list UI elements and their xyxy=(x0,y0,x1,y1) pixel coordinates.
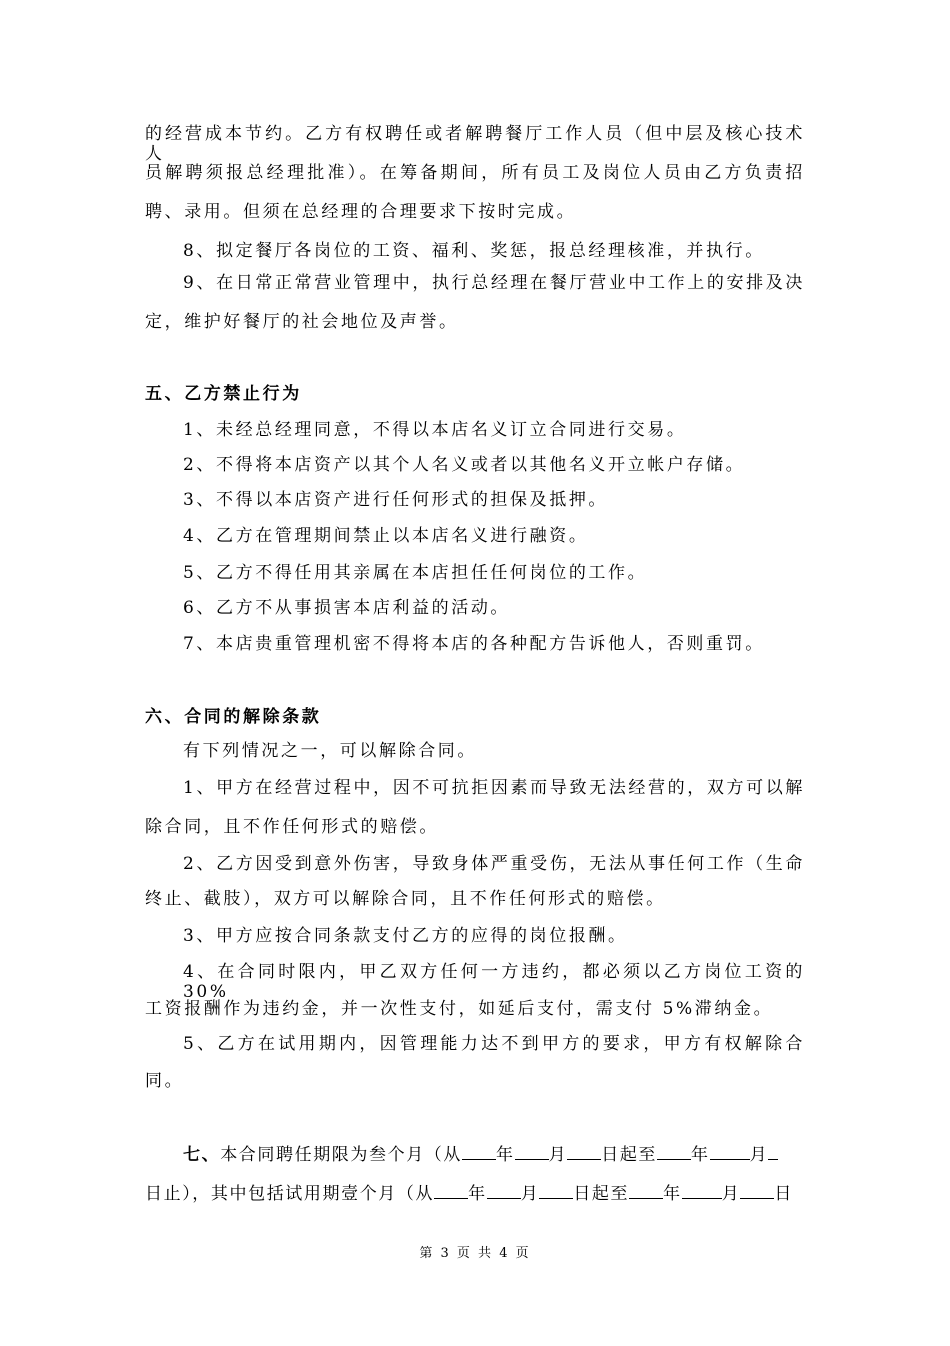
year-label: 年 xyxy=(663,1184,682,1204)
list-item: 4、在合同时限内，甲乙双方任何一方违约，都必须以乙方岗位工资的 30% xyxy=(183,962,805,1002)
paragraph-line: 除合同，且不作任何形式的赔偿。 xyxy=(145,817,439,837)
day-blank[interactable] xyxy=(539,1182,573,1199)
year-blank[interactable] xyxy=(657,1143,691,1160)
paragraph-line: 员解聘须报总经理批准）。在筹备期间，所有员工及岗位人员由乙方负责招 xyxy=(145,163,805,183)
section-heading: 五、乙方禁止行为 xyxy=(145,384,302,404)
year-blank[interactable] xyxy=(434,1182,468,1199)
month-blank[interactable] xyxy=(487,1182,521,1199)
page-footer: 第 3 页 共 4 页 xyxy=(419,1246,531,1261)
year-label: 年 xyxy=(496,1145,515,1165)
term-text: 日止），其中包括试用期壹个月（从 xyxy=(145,1184,435,1204)
list-item: 5、乙方不得任用其亲属在本店担任任何岗位的工作。 xyxy=(183,563,648,583)
year-label: 年 xyxy=(468,1184,487,1204)
month-blank[interactable] xyxy=(710,1143,750,1160)
list-item: 3、甲方应按合同条款支付乙方的应得的岗位报酬。 xyxy=(183,926,628,946)
day-blank[interactable] xyxy=(567,1143,601,1160)
paragraph-line: 定，维护好餐厅的社会地位及声誉。 xyxy=(145,312,459,332)
paragraph-line: 终止、截肢），双方可以解除合同，且不作任何形式的赔偿。 xyxy=(145,889,666,909)
list-item: 6、乙方不从事损害本店利益的活动。 xyxy=(183,598,511,618)
paragraph-line: 聘、录用。但须在总经理的合理要求下按时完成。 xyxy=(145,202,577,222)
day-blank[interactable] xyxy=(740,1182,774,1199)
paragraph-line: 有下列情况之一，可以解除合同。 xyxy=(183,741,477,761)
list-item: 9、在日常正常营业管理中，执行总经理在餐厅营业中工作上的安排及决 xyxy=(183,273,805,293)
month-blank[interactable] xyxy=(515,1143,549,1160)
list-item: 3、不得以本店资产进行任何形式的担保及抵押。 xyxy=(183,490,609,510)
list-item: 1、未经总经理同意，不得以本店名义订立合同进行交易。 xyxy=(183,420,687,440)
list-item: 4、乙方在管理期间禁止以本店名义进行融资。 xyxy=(183,526,589,546)
day-blank[interactable] xyxy=(768,1143,778,1160)
term-line-2 xyxy=(145,1182,805,1204)
month-blank[interactable] xyxy=(682,1182,722,1199)
list-item: 1、甲方在经营过程中，因不可抗拒因素而导致无法经营的，双方可以解 xyxy=(183,778,805,798)
day-from-label: 日起至 xyxy=(601,1145,658,1165)
section-heading: 七、 xyxy=(183,1145,221,1165)
term-line-1 xyxy=(183,1143,843,1165)
month-label: 月 xyxy=(749,1145,769,1165)
list-item: 7、本店贵重管理机密不得将本店的各种配方告诉他人，否则重罚。 xyxy=(183,634,765,654)
list-item: 8、拟定餐厅各岗位的工资、福利、奖惩，报总经理核准，并执行。 xyxy=(183,241,765,261)
list-item: 5、乙方在试用期内，因管理能力达不到甲方的要求，甲方有权解除合 xyxy=(183,1034,805,1054)
day-from-label: 日起至 xyxy=(573,1184,630,1204)
paragraph-line: 工资报酬作为违约金，并一次性支付，如延后支付，需支付 5%滞纳金。 xyxy=(145,999,774,1019)
day-label: 日 xyxy=(774,1184,793,1204)
paragraph-line: 同。 xyxy=(145,1071,185,1091)
year-blank[interactable] xyxy=(462,1143,496,1160)
term-text: 本合同聘任期限为叁个月（从 xyxy=(220,1145,463,1165)
section-heading: 六、合同的解除条款 xyxy=(145,707,322,727)
month-label: 月 xyxy=(548,1145,568,1165)
list-item: 2、不得将本店资产以其个人名义或者以其他名义开立帐户存储。 xyxy=(183,455,746,475)
year-blank[interactable] xyxy=(629,1182,663,1199)
month-label: 月 xyxy=(721,1184,741,1204)
month-label: 月 xyxy=(520,1184,540,1204)
list-item: 2、乙方因受到意外伤害，导致身体严重受伤，无法从事任何工作（生命 xyxy=(183,854,805,874)
year-label: 年 xyxy=(691,1145,710,1165)
paragraph-line: 的经营成本节约。乙方有权聘任或者解聘餐厅工作人员（但中层及核心技术人 xyxy=(145,124,805,164)
